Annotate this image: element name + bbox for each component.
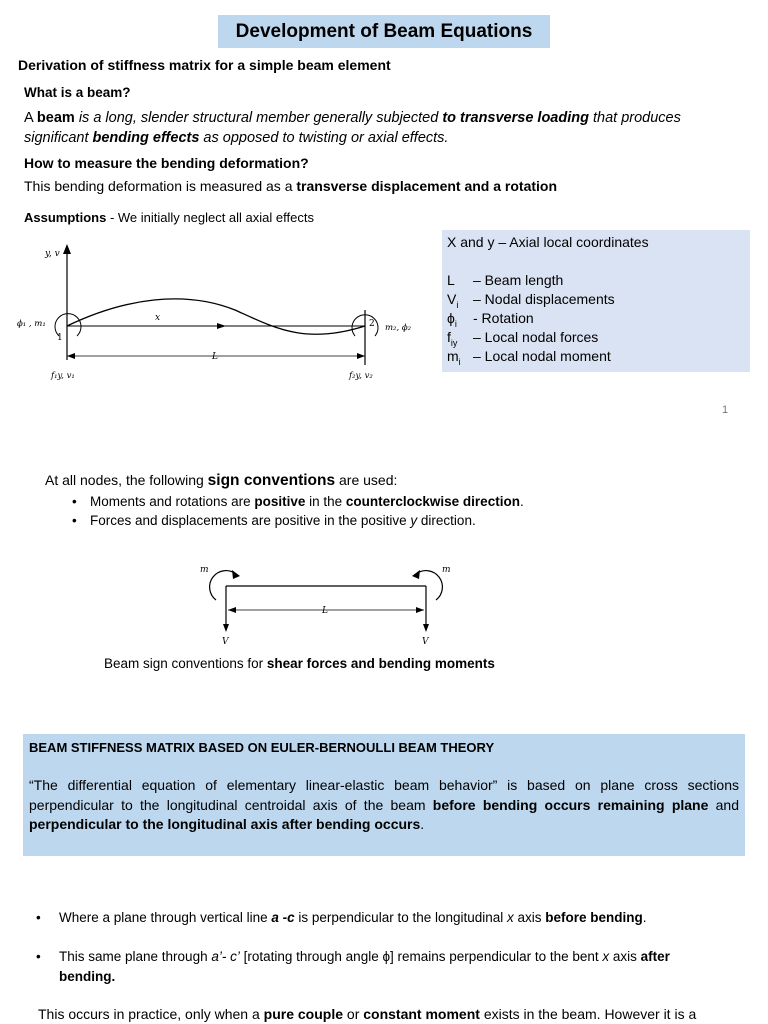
- left-shear-arrow: [223, 624, 229, 632]
- left-v-label: V: [222, 637, 229, 647]
- beam-definition-line2: significant bending effects as opposed to twisting or axial effects.: [24, 130, 449, 146]
- practice-text: This occurs in practice, only when a pure couple or constant moment exists in the beam. However it is a: [38, 1006, 697, 1022]
- x-axis-label: x: [155, 313, 161, 323]
- plane-bullet-1: • Where a plane through vertical line a -c is perpendicular to the longitudinal x axis before bending.: [36, 910, 647, 925]
- node1-label: 1: [57, 333, 63, 343]
- legend-box: [442, 230, 750, 372]
- right-moment-m: m: [442, 565, 451, 575]
- subtitle: Derivation of stiffness matrix for a simple beam element: [18, 57, 391, 73]
- sign-convention-diagram: [190, 560, 470, 650]
- legend-row-force: $f_{iy}$ – Local nodal forces: [447, 329, 599, 348]
- euler-paragraph: “The differential equation of elementary linear-elastic beam behavior” is based on plane cross sections perpendicular to the longitudinal centroidal axis of the beam before bending occurs remaining plane and perpendicular to the longitudinal axis after bending occurs.: [29, 777, 739, 832]
- left-moment-m: m: [200, 565, 209, 575]
- right-moment-arc: [416, 571, 442, 600]
- right-moment-label: m₂, ϕ₂: [385, 323, 412, 333]
- legend-row-length: L – Beam length: [447, 272, 564, 288]
- beam-deflection-diagram: [15, 240, 435, 390]
- plane-bullet-2: • This same plane through a’- c’ [rotating through angle ϕ] remains perpendicular to the bent x axis after: [36, 949, 670, 964]
- page-title: Development of Beam Equations: [218, 15, 550, 48]
- right-shear-arrow: [423, 624, 429, 632]
- assumptions-text: Assumptions - We initially neglect all axial effects: [24, 210, 314, 225]
- f1-label: f₁y, v₁: [51, 371, 75, 381]
- left-moment-arrowhead: [232, 570, 240, 579]
- legend-row-moment: $m_i$ – Local nodal moment: [447, 348, 611, 367]
- euler-bernoulli-box: [23, 734, 745, 856]
- right-moment-arrowhead: [412, 570, 420, 579]
- length-label: L: [322, 606, 328, 616]
- what-is-beam-heading: What is a beam?: [24, 85, 131, 100]
- left-moment-arc: [210, 571, 236, 600]
- dim-arrow-left: [67, 353, 75, 359]
- how-measure-text: This bending deformation is measured as a transverse displacement and a rotation: [24, 178, 558, 194]
- beam-definition-line1: A beam is a long, slender structural member generally subjected to transverse loading that produces: [24, 110, 681, 126]
- how-measure-heading: How to measure the bending deformation?: [24, 155, 309, 171]
- legend-axes: X and y – Axial local coordinates: [447, 234, 649, 250]
- page-number: 1: [722, 404, 729, 416]
- length-label: L: [212, 352, 218, 362]
- y-axis-arrow: [63, 244, 71, 254]
- dim-arrow-left: [228, 607, 236, 613]
- deflected-curve: [67, 299, 365, 334]
- legend-row-rotation: $\phi_i$ - Rotation: [447, 310, 534, 329]
- right-v-label: V: [422, 637, 429, 647]
- sign-bullet-1: • Moments and rotations are positive in the counterclockwise direction.: [72, 494, 524, 509]
- diagram-caption: Beam sign conventions for shear forces and bending moments: [104, 656, 495, 671]
- left-moment-label: ϕ₁ , m₁: [17, 319, 46, 329]
- legend-row-displacement: $V_i$ – Nodal displacements: [447, 291, 615, 310]
- sign-conventions-intro: At all nodes, the following sign conventions are used:: [45, 472, 398, 489]
- euler-heading: BEAM STIFFNESS MATRIX BASED ON EULER-BERNOULLI BEAM THEORY: [29, 740, 495, 755]
- y-axis-label: y, v: [45, 249, 60, 259]
- sign-bullet-2: • Forces and displacements are positive in the positive y direction.: [72, 513, 476, 528]
- dim-arrow-right: [357, 353, 365, 359]
- plane-bullet-2-cont: bending.: [59, 969, 116, 984]
- dim-arrow-right: [416, 607, 424, 613]
- f2-label: f₂y, v₂: [349, 371, 373, 381]
- node2-label: 2: [369, 319, 375, 329]
